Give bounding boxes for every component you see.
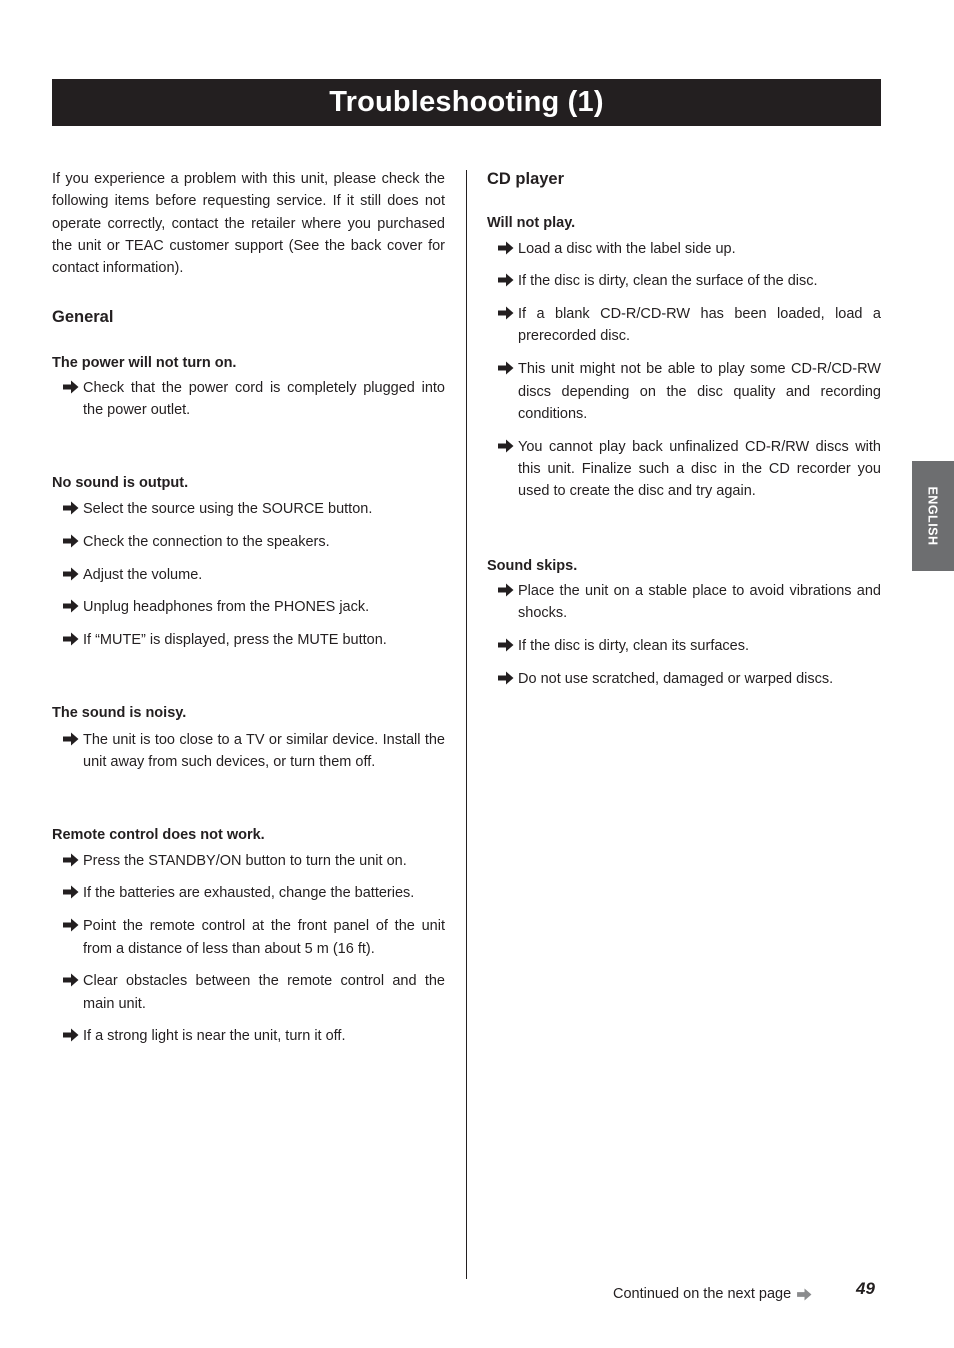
remedy-item: The unit is too close to a TV or similar device. Install the unit away from such devices, or turn them off.: [52, 729, 445, 774]
arrow-right-icon: [498, 583, 514, 597]
remedy-item: Load a disc with the label side up.: [487, 238, 881, 260]
language-tab-label: ENGLISH: [926, 486, 940, 546]
remedy-list: [52, 729, 445, 774]
arrow-right-icon: [63, 380, 79, 394]
remedy-list: [52, 377, 445, 422]
arrow-right-icon: [63, 853, 79, 867]
arrow-right-icon: [63, 501, 79, 515]
remedy-list: [52, 498, 445, 651]
problem-title: The power will not turn on.: [52, 354, 237, 371]
intro-paragraph: If you experience a problem with this unit, please check the following items before requesting service. If it still does not operate correctly, contact the retailer where you purchased the unit or TEAC customer support (See the back cover for contact information).: [52, 171, 445, 277]
column-divider: [466, 170, 467, 1279]
remedy-item: Adjust the volume.: [52, 564, 445, 586]
remedy-item: If the disc is dirty, clean the surface of the disc.: [487, 270, 881, 292]
remedy-item: If the batteries are exhausted, change the batteries.: [52, 882, 445, 904]
arrow-right-icon: [63, 632, 79, 646]
arrow-right-icon: [63, 918, 79, 932]
page-title-bar: [52, 79, 881, 126]
remedy-item: Select the source using the SOURCE button.: [52, 498, 445, 520]
problem-title: Will not play.: [487, 215, 576, 232]
arrow-right-icon: [498, 306, 514, 320]
remedy-item: Do not use scratched, damaged or warped discs.: [487, 668, 881, 690]
problem-title: The sound is noisy.: [52, 705, 187, 722]
remedy-list: [487, 580, 881, 690]
remedy-item: If a strong light is near the unit, turn it off.: [52, 1025, 445, 1047]
remedy-item: Check the connection to the speakers.: [52, 531, 445, 553]
arrow-right-icon: [498, 638, 514, 652]
section-heading-cd-player: CD player: [487, 170, 565, 188]
remedy-item: Place the unit on a stable place to avoid vibrations and shocks.: [487, 580, 881, 625]
arrow-right-icon: [63, 599, 79, 613]
arrow-right-icon: [498, 241, 514, 255]
arrow-right-icon: [797, 1288, 812, 1301]
problem-title: No sound is output.: [52, 474, 189, 491]
remedy-item: Point the remote control at the front panel of the unit from a distance of less than about 5 m (16 ft).: [52, 915, 445, 960]
remedy-item: Clear obstacles between the remote control and the main unit.: [52, 970, 445, 1015]
remedy-item: Unplug headphones from the PHONES jack.: [52, 596, 445, 618]
remedy-item: You cannot play back unfinalized CD-R/RW discs with this unit. Finalize such a disc in the CD recorder you used to create the disc and try again.: [487, 436, 881, 503]
remedy-item: Press the STANDBY/ON button to turn the unit on.: [52, 850, 445, 872]
arrow-right-icon: [63, 885, 79, 899]
arrow-right-icon: [63, 732, 79, 746]
page-number: 49: [856, 1279, 875, 1298]
remedy-item: This unit might not be able to play some CD-R/CD-RW discs depending on the disc quality and recording conditions.: [487, 358, 881, 425]
page-title: Troubleshooting (1): [329, 86, 604, 118]
arrow-right-icon: [63, 1028, 79, 1042]
continued-text: Continued on the next page: [613, 1286, 792, 1302]
arrow-right-icon: [63, 973, 79, 987]
arrow-right-icon: [63, 534, 79, 548]
arrow-right-icon: [498, 273, 514, 287]
section-heading-general: General: [52, 308, 114, 327]
arrow-right-icon: [498, 671, 514, 685]
arrow-right-icon: [498, 361, 514, 375]
arrow-right-icon: [498, 439, 514, 453]
continued-note: [613, 1286, 812, 1302]
arrow-right-icon: [63, 567, 79, 581]
remedy-item: If the disc is dirty, clean its surfaces.: [487, 635, 881, 657]
left-column: [52, 168, 445, 1058]
problem-title: Sound skips.: [487, 557, 578, 574]
remedy-item: If “MUTE” is displayed, press the MUTE button.: [52, 629, 445, 651]
remedy-list: [52, 850, 445, 1048]
problem-title: Remote control does not work.: [52, 827, 265, 844]
right-column: [487, 168, 881, 701]
remedy-list: [487, 238, 881, 503]
remedy-item: Check that the power cord is completely plugged into the power outlet.: [52, 377, 445, 422]
remedy-item: If a blank CD-R/CD-RW has been loaded, load a prerecorded disc.: [487, 303, 881, 348]
language-tab: [912, 461, 954, 571]
